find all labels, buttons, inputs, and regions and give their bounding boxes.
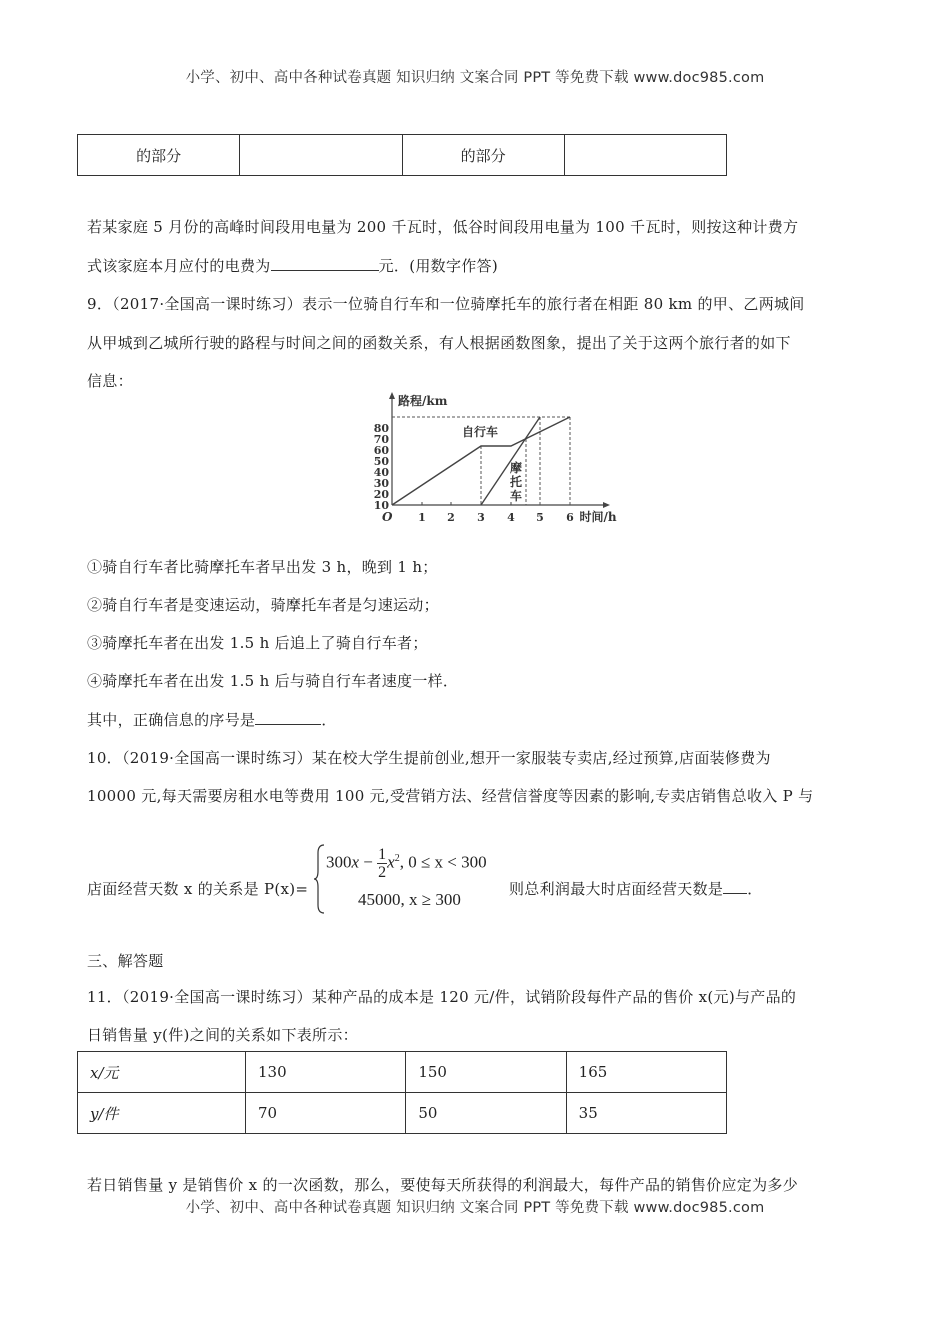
math-sup: 2 — [394, 852, 400, 864]
top-table — [77, 134, 727, 176]
q9-option-3: ③骑摩托车者在出发 1.5 h 后追上了骑自行车者； — [87, 634, 428, 652]
q10-line-1: 10．（2019·全国高一课时练习）某在校大学生提前创业,想开一家服装专卖店,经过预算,店面装修费为 — [87, 749, 771, 767]
price-sales-table — [77, 1051, 727, 1134]
x-tick: 5 — [536, 511, 544, 524]
q11-line-3: 若日销售量 y 是销售价 x 的一次函数，那么，要使每天所获得的利润最大，每件产品的销售价应定为多少 — [87, 1176, 799, 1194]
q9-option-2: ②骑自行车者是变速运动，骑摩托车者是匀速运动； — [87, 596, 439, 614]
table-row — [78, 1093, 727, 1134]
distance-time-chart — [362, 388, 622, 528]
table-cell: y/件 — [78, 1093, 246, 1134]
fraction-den: 2 — [378, 864, 387, 881]
q8-text-end: 元．(用数字作答) — [378, 257, 499, 275]
table-cell: 150 — [406, 1052, 566, 1093]
q8-text: 式该家庭本月应付的电费为 — [87, 257, 271, 275]
table-cell: 130 — [246, 1052, 406, 1093]
math-op: − — [359, 852, 378, 872]
q11-line-2: 日销售量 y(件)之间的关系如下表所示： — [87, 1026, 358, 1044]
q9-option-1: ①骑自行车者比骑摩托车者早出发 3 h，晚到 1 h； — [87, 558, 438, 576]
math-var: x — [387, 852, 395, 872]
table-row — [78, 1052, 727, 1093]
page-header: 小学、初中、高中各种试卷真题 知识归纳 文案合同 PPT 等免费下载 www.doc985.com — [185, 70, 765, 86]
q9-line-2: 从甲城到乙城所行驶的路程与时间之间的函数关系，有人根据函数图象，提出了关于这两个旅行者的如下 — [87, 334, 791, 352]
y-tick: 70 — [373, 433, 389, 446]
q10-line-3a: 店面经营天数 x 的关系是 P(x)= — [87, 880, 309, 898]
table-cell: 70 — [246, 1093, 406, 1134]
y-tick: 50 — [373, 455, 389, 468]
q10-line-3b — [509, 878, 763, 899]
q9-line-1: 9．（2017·全国高一课时练习）表示一位骑自行车和一位骑摩托车的旅行者在相距 80 km 的甲、乙两城间 — [87, 295, 805, 313]
table-cell: 35 — [566, 1093, 726, 1134]
table-cell — [240, 135, 402, 176]
x-tick: 4 — [507, 511, 515, 524]
x-tick: 3 — [477, 511, 485, 524]
page-footer: 小学、初中、高中各种试卷真题 知识归纳 文案合同 PPT 等免费下载 www.doc985.com — [185, 1200, 765, 1216]
origin-label: O — [382, 510, 393, 524]
q9-question — [87, 709, 337, 730]
q9-ask-end: ． — [321, 711, 337, 729]
q10-ask-end: ． — [747, 880, 763, 898]
motorcycle-label-1: 摩 — [509, 461, 523, 475]
piecewise-case-2: 45000, x ≥ 300 — [358, 890, 461, 909]
bicycle-label: 自行车 — [462, 425, 499, 439]
fraction — [377, 846, 387, 881]
q8-line-1: 若某家庭 5 月份的高峰时间段用电量为 200 千瓦时，低谷时间段用电量为 100 千瓦时，则按这种计费方 — [87, 218, 799, 236]
section-title: 三、解答题 — [87, 952, 164, 970]
answer-blank[interactable] — [723, 879, 747, 894]
y-tick: 20 — [373, 488, 389, 501]
x-tick: 1 — [418, 511, 426, 524]
y-tick: 60 — [373, 444, 389, 457]
y-tick: 40 — [373, 466, 389, 479]
y-tick: 30 — [373, 477, 389, 490]
table-cell: 165 — [566, 1052, 726, 1093]
y-tick: 80 — [373, 422, 389, 435]
math-var: x — [351, 852, 360, 872]
left-brace — [312, 843, 326, 915]
fraction-num: 1 — [378, 846, 387, 863]
q10-line-2: 10000 元,每天需要房租水电等费用 100 元,受营销方法、经营信誉度等因素的影响,专卖店销售总收入 P 与 — [87, 787, 814, 805]
q11-line-1: 11．（2019·全国高一课时练习）某种产品的成本是 120 元/件，试销阶段每件产品的售价 x(元)与产品的 — [87, 988, 797, 1006]
y-axis-label: 路程/km — [398, 394, 448, 408]
x-tick: 6 — [566, 511, 574, 524]
motorcycle-label-3: 车 — [509, 489, 523, 503]
table-cell: x/元 — [78, 1052, 246, 1093]
y-tick: 10 — [373, 499, 389, 512]
table-cell: 的部分 — [78, 135, 240, 176]
q9-ask-text: 其中，正确信息的序号是 — [87, 711, 256, 729]
math-text: 300 — [326, 852, 352, 872]
x-axis-label: 时间/h — [579, 510, 617, 524]
q9-line-3: 信息： — [87, 372, 133, 390]
q10-ask: 则总利润最大时店面经营天数是 — [509, 880, 724, 898]
answer-blank[interactable] — [255, 710, 321, 725]
piecewise-case-1 — [326, 846, 487, 881]
table-cell: 的部分 — [402, 135, 564, 176]
answer-blank[interactable] — [271, 256, 379, 271]
table-cell — [564, 135, 726, 176]
table-cell: 50 — [406, 1093, 566, 1134]
x-tick: 2 — [447, 511, 455, 524]
q8-line-2 — [87, 255, 498, 276]
motorcycle-label-2: 托 — [509, 475, 523, 489]
q9-option-4: ④骑摩托车者在出发 1.5 h 后与骑自行车者速度一样． — [87, 672, 459, 690]
math-cond: , 0 ≤ x < 300 — [399, 852, 487, 872]
